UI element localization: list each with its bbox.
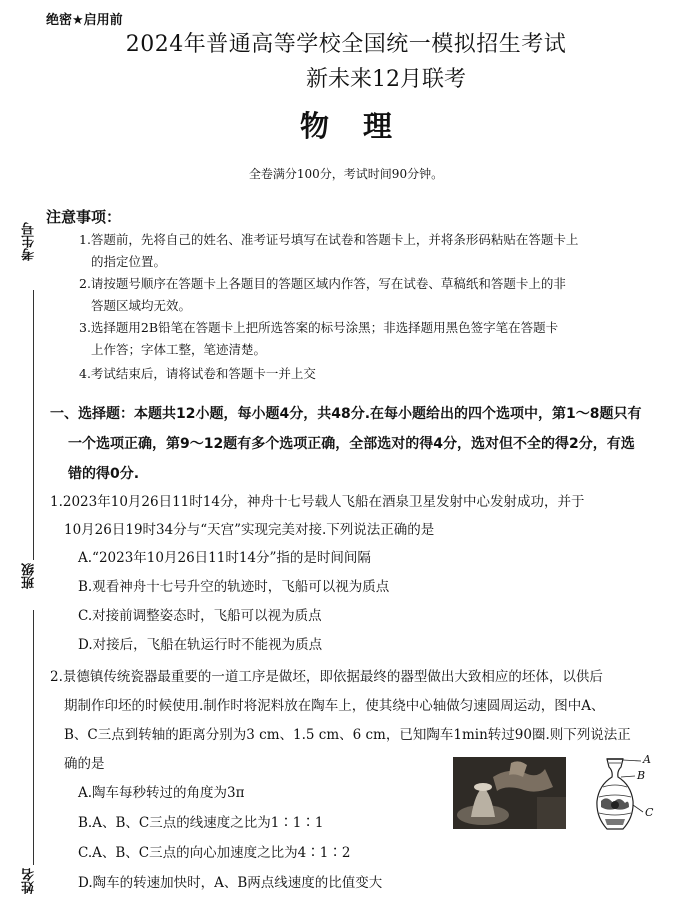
section-line: 错的得0分. [68, 466, 140, 482]
vase-figure [583, 755, 663, 835]
q1-stem: 1.2023年10月26日11时14分，神舟十七号载人飞船在酒泉卫星发射中心发射成功，并于 [50, 494, 585, 510]
q2-stem: B、C三点到转轴的距离分别为3 cm、1.5 cm、6 cm，已知陶车1min转过90圈.则下列说法正 [64, 727, 631, 743]
notice-line: 上作答；字体工整，笔迹清楚。 [91, 342, 267, 357]
q1-option-c: C.对接前调整姿态时，飞船可以视为质点 [78, 608, 322, 624]
q1-option-d: D.对接后，飞船在轨运行时不能视为质点 [78, 637, 323, 653]
notice-line: 3.选择题用2B铅笔在答题卡上把所选答案的标号涂黑；非选择题用黑色签字笔在答题卡 [79, 320, 559, 335]
side-label-class: 班级 [22, 563, 37, 589]
q2-stem: 确的是 [64, 756, 105, 772]
pottery-wheel-photo [453, 757, 566, 829]
q1-option-a: A.“2023年10月26日11时14分”指的是时间间隔 [78, 550, 371, 566]
score-info: 全卷满分100分，考试时间90分钟。 [248, 167, 444, 181]
notice-line: 2.请按题号顺序在答题卡上各题目的答题区域内作答，写在试卷、草稿纸和答题卡上的非 [79, 276, 566, 291]
q2-option-c: C.A、B、C三点的向心加速度之比为4∶1∶2 [78, 845, 351, 861]
q2-option-d: D.陶车的转速加快时，A、B两点线速度的比值变大 [78, 875, 383, 891]
notice-line: 1.答题前，先将自己的姓名、准考证号填写在试卷和答题卡上，并将条形码粘贴在答题卡上 [79, 232, 579, 247]
confidential-mark: 绝密★启用前 [46, 13, 123, 28]
q1-option-b: B.观看神舟十七号升空的轨迹时，飞船可以视为质点 [78, 579, 390, 595]
q2-option-a: A.陶车每秒转过的角度为3π [78, 785, 245, 801]
section-line: 一、选择题：本题共12小题，每小题4分，共48分.在每小题给出的四个选项中，第1～8题只有 [50, 406, 642, 422]
notice-line: 4.考试结束后，请将试卷和答题卡一并上交 [79, 366, 316, 381]
q1-stem: 10月26日19时34分与“天宫”实现完美对接.下列说法正确的是 [64, 522, 435, 538]
section-line: 一个选项正确，第9～12题有多个选项正确，全部选对的得4分，选对但不全的得2分，有选 [68, 436, 635, 452]
side-label-name: 姓名 [22, 868, 37, 894]
exam-title: 2024年普通高等学校全国统一模拟招生考试 [125, 32, 567, 57]
notice-line: 答题区域均无效。 [91, 298, 192, 313]
figure-label-a: A [643, 753, 651, 766]
q2-option-b: B.A、B、C三点的线速度之比为1∶1∶1 [78, 815, 324, 831]
side-divider [33, 290, 34, 560]
exam-subtitle: 新未来12月联考 [306, 67, 466, 92]
notice-line: 的指定位置。 [91, 254, 167, 269]
q2-stem: 期制作印坯的时候使用.制作时将泥料放在陶车上，使其绕中心轴做匀速圆周运动，图中A、 [64, 698, 605, 714]
side-label-exam-no: 考生号 [22, 222, 37, 261]
figure-label-b: B [637, 769, 646, 782]
notice-title: 注意事项： [46, 208, 122, 226]
q2-stem: 2.景德镇传统瓷器最重要的一道工序是做坯，即依据最终的器型做出大致相应的坯体，以供后 [50, 669, 603, 685]
figure-label-c: C [645, 806, 654, 819]
side-divider [33, 610, 34, 865]
subject-title: 物理 [299, 109, 426, 143]
